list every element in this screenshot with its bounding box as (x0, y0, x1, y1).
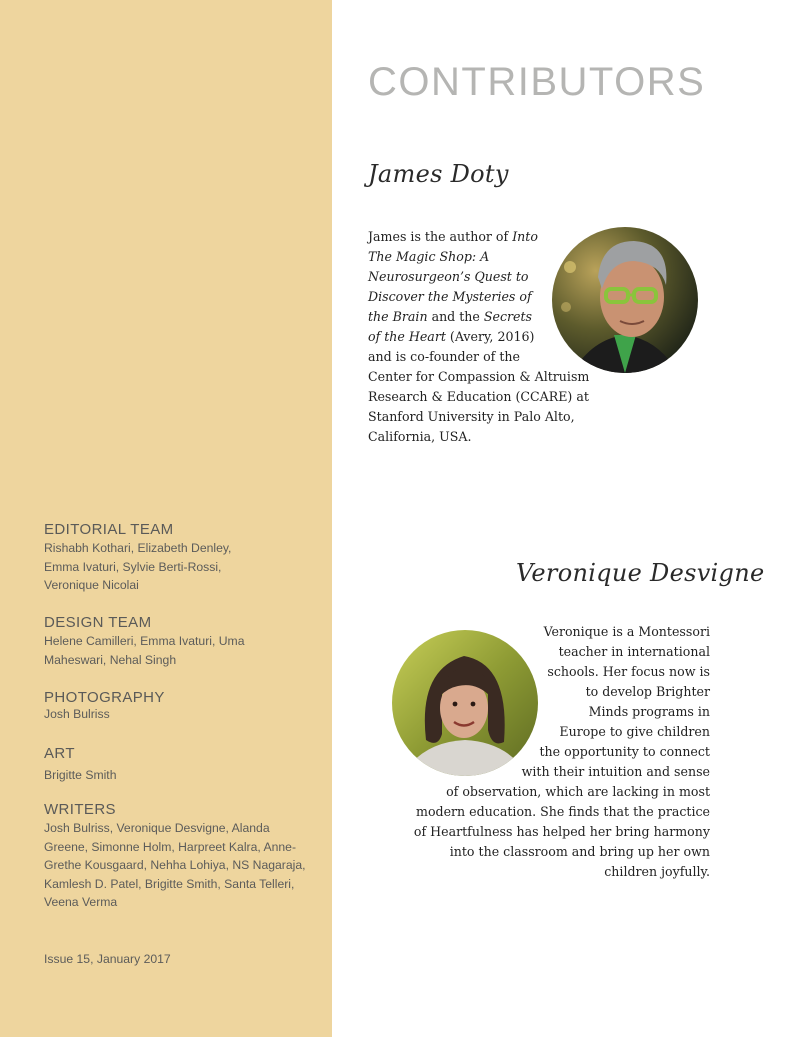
bio-text: James is the author of (368, 229, 513, 244)
credit-photography (44, 689, 314, 722)
credit-art (44, 745, 314, 785)
credit-names: Josh Bulriss (44, 707, 110, 721)
contributor-bio-james (368, 227, 638, 447)
credit-heading: DESIGN TEAM (44, 614, 152, 631)
credit-writers (44, 801, 314, 912)
bio-text: Veronique is a Montessori teacher in international schools. Her focus now is to develop Brighter Minds programs in Europe to give children the opportunity to connect with their intuition and sense of observation, which are lacking in most modern education. She finds that the practice of Heartfulness has helped her bring harmony into the classroom and bring up her own children joyfully. (413, 624, 710, 879)
credit-names: Rishabh Kothari, Elizabeth Denley, Emma Ivaturi, Sylvie Berti-Rossi, Veronique Nicolai (44, 541, 232, 592)
credit-heading: WRITERS (44, 801, 116, 818)
credit-names: Josh Bulriss, Veronique Desvigne, Alanda Greene, Simonne Holm, Harpreet Kalra, Anne-Grethe Kousgaard, Nehha Lohiya, NS Nagaraja, Kamlesh D. Patel, Brigitte Smith, Santa Telleri, Veena Verma (44, 821, 306, 909)
bio-text: and the (427, 309, 484, 324)
issue-date: Issue 15, January 2017 (44, 952, 171, 966)
credit-heading: ART (44, 745, 75, 762)
credit-heading: PHOTOGRAPHY (44, 689, 165, 706)
book-title: Secrets of the Heart (368, 309, 533, 344)
contributor-bio-veronique (400, 622, 710, 882)
page-title: CONTRIBUTORS (368, 60, 706, 104)
bio-text: (Avery, 2016) and is co-founder of the Center for Compassion & Altruism Research & Education (CCARE) at Stanford University in Palo Alto, California, USA. (368, 329, 590, 444)
portrait-wrapper (548, 227, 698, 375)
credit-names: Helene Camilleri, Emma Ivaturi, Uma Maheswari, Nehal Singh (44, 634, 245, 667)
book-title: Into The Magic Shop: A Neurosurgeon’s Quest to Discover the Mysteries of the Brain (368, 229, 538, 324)
contributor-name-james: James Doty (368, 160, 509, 188)
contributor-name-veronique: Veronique Desvigne (516, 559, 765, 587)
portrait-james-doty (552, 227, 698, 373)
credits-sidebar (0, 0, 332, 1037)
credit-names: Brigitte Smith (44, 768, 117, 782)
portrait-wrapper (392, 630, 542, 780)
credit-editorial-team (44, 521, 314, 595)
credit-design-team (44, 614, 314, 669)
portrait-veronique-desvigne (392, 630, 538, 776)
credit-heading: EDITORIAL TEAM (44, 521, 174, 538)
